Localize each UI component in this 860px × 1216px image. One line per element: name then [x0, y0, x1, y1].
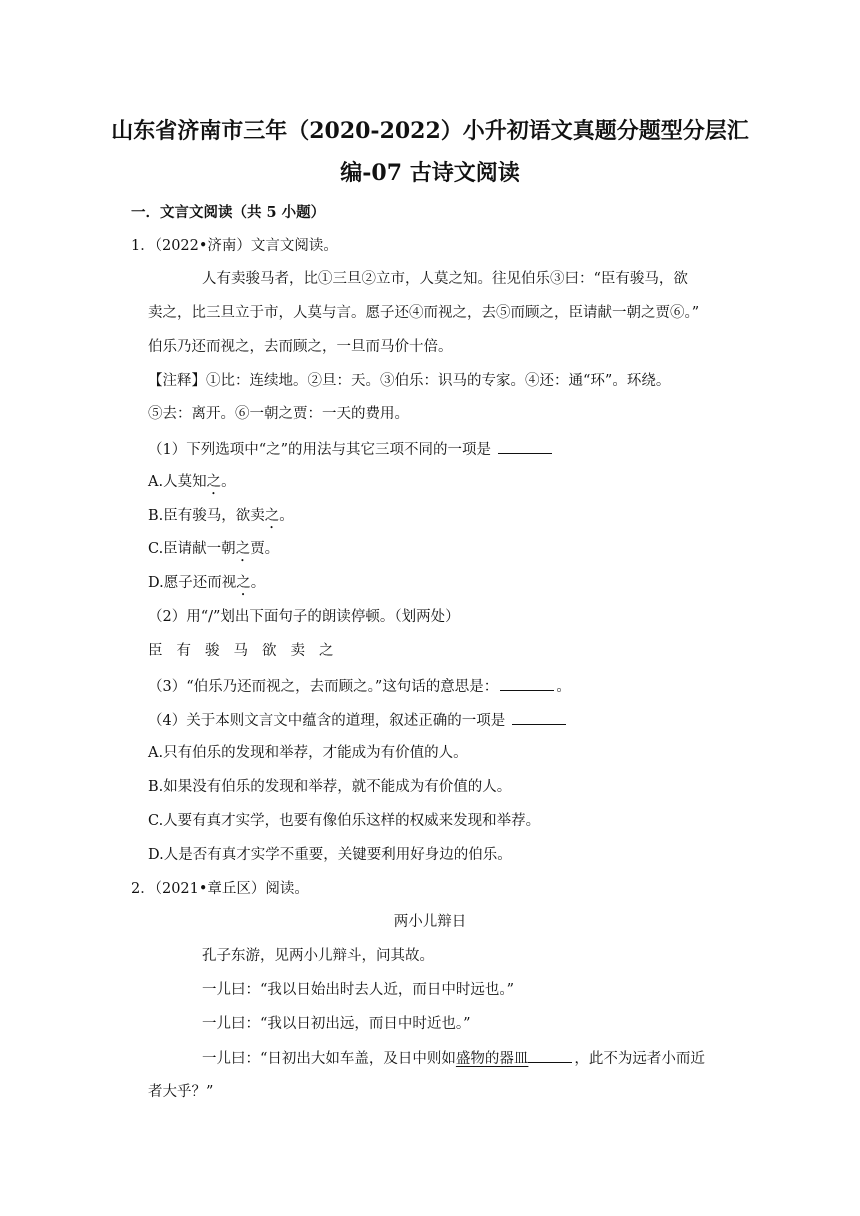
sentence-char: 马	[233, 643, 248, 659]
sentence-char: 欲	[262, 643, 277, 659]
answer-blank[interactable]	[512, 710, 566, 725]
q2-passage-line-4	[202, 1048, 705, 1069]
q1-sub1-option-c[interactable]	[148, 539, 279, 565]
q1-passage-line: 人有卖骏马者，比①三旦②立市，人莫之知。往见伯乐③曰：“臣有骏马，欲	[202, 271, 688, 287]
answer-blank[interactable]	[500, 676, 554, 691]
q1-sub3-suffix: 。	[556, 679, 571, 695]
q2-header: 2．（2021•章丘区）阅读。	[131, 881, 309, 897]
q1-passage-line: 卖之，比三旦立于市，人莫与言。愿子还④而视之，去⑤而顾之，臣请献一朝之贾⑥。”	[148, 305, 700, 321]
answer-blank[interactable]	[528, 1048, 572, 1063]
option-suffix: 贾。	[250, 541, 280, 557]
q1-sub4-option-a[interactable]: A.只有伯乐的发现和举荐，才能成为有价值的人。	[148, 745, 468, 761]
q1-sub1-option-b[interactable]	[148, 506, 294, 532]
q2-passage-line: 者大乎？”	[148, 1084, 214, 1100]
q1-sub1-text: （1）下列选项中“之”的用法与其它三项不同的一项是	[148, 442, 492, 458]
q1-sub4-text: （4）关于本则文言文中蕴含的道理，叙述正确的一项是	[148, 713, 506, 729]
q2-passage-line: 一儿曰：“我以日始出时去人近，而日中时远也。”	[202, 982, 515, 998]
option-suffix: 。	[250, 575, 266, 591]
emphasis-char: 之	[236, 575, 251, 591]
option-text: D.愿子还而视	[148, 575, 237, 591]
sentence-char: 之	[319, 643, 334, 659]
q1-sub3	[148, 676, 571, 697]
sentence-char: 骏	[205, 643, 220, 659]
q1-header: 1．（2022•济南）文言文阅读。	[131, 238, 338, 254]
answer-blank[interactable]	[498, 439, 552, 454]
option-text: B.臣有骏马，欲卖	[148, 508, 265, 524]
page-title-line2: 编-07 古诗文阅读	[340, 160, 520, 186]
q1-sub3-text: （3）“伯乐乃还而视之，去而顾之。”这句话的意思是：	[148, 679, 499, 695]
q2-line4-prefix: 一儿曰：“日初出大如车盖，及日中则如	[202, 1051, 456, 1067]
q1-passage-line: 伯乐乃还而视之，去而顾之，一旦而马价十倍。	[148, 339, 453, 355]
q1-note-line: 【注释】①比：连续地。②旦：天。③伯乐：识马的专家。④还：通“环”。环绕。	[148, 373, 671, 389]
q1-sub4-option-b[interactable]: B.如果没有伯乐的发现和举荐，就不能成为有价值的人。	[148, 779, 512, 795]
q2-passage-line: 孔子东游，见两小儿辩斗，问其故。	[202, 948, 434, 964]
emphasis-char: 之	[206, 474, 222, 490]
underlined-phrase: 盛物的器皿	[455, 1051, 529, 1067]
q1-sub1-option-d[interactable]	[148, 573, 265, 599]
q1-note-line: ⑤去：离开。⑥一朝之贾：一天的费用。	[148, 406, 409, 422]
sentence-char: 臣	[148, 643, 163, 659]
q1-sub2: （2）用“/”划出下面句子的朗读停顿。（划两处）	[148, 609, 460, 625]
q1-sub4-option-c[interactable]: C.人要有真才实学，也要有像伯乐这样的权威来发现和举荐。	[148, 813, 541, 829]
page-title-line1: 山东省济南市三年（2020-2022）小升初语文真题分题型分层汇	[111, 118, 749, 144]
q2-passage-line: 一儿曰：“我以日初出远，而日中时近也。”	[202, 1016, 471, 1032]
option-text: A.人莫知	[148, 474, 207, 490]
q2-line4-suffix: ，此不为远者小而近	[574, 1051, 705, 1067]
sentence-char: 卖	[290, 643, 305, 659]
q1-sub4	[148, 710, 568, 731]
q1-sub4-option-d[interactable]: D.人是否有真才实学不重要，关键要利用好身边的伯乐。	[148, 847, 512, 863]
option-suffix: 。	[279, 508, 294, 524]
option-text: C.臣请献一朝	[148, 541, 236, 557]
q1-sub1	[148, 439, 554, 460]
emphasis-char: 之	[235, 541, 251, 557]
q1-sub1-option-a[interactable]	[148, 472, 236, 498]
emphasis-char: 之	[264, 508, 280, 524]
q1-sub2-sentence[interactable]	[148, 641, 348, 661]
option-suffix: 。	[221, 474, 236, 490]
section-heading: 一．文言文阅读（共 5 小题）	[131, 204, 326, 221]
sentence-char: 有	[176, 643, 191, 659]
q2-passage-title: 两小儿辩日	[393, 914, 467, 930]
